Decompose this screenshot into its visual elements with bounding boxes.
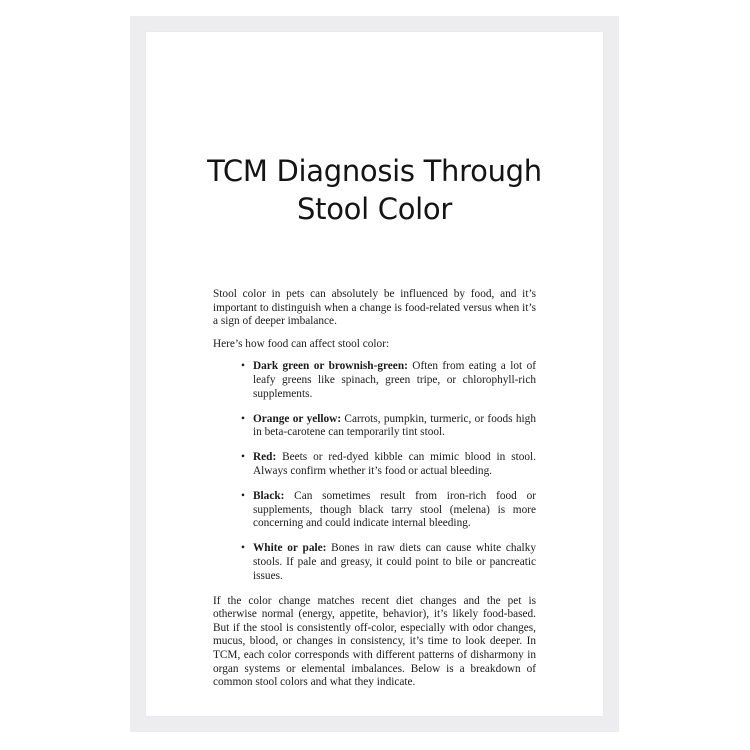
- list-item: [253, 360, 536, 401]
- intro-paragraph: Stool color in pets can absolutely be influenced by food, and it’s important to distinguish when a change is food-related versus when it’s a sign of deeper imbalance.: [213, 288, 536, 328]
- list-item-label: Red:: [253, 451, 277, 464]
- list-item-text: Can sometimes result from iron-rich food or supplements, though black tarry stool (melena) is more concerning and could indicate internal bleeding.: [253, 490, 536, 530]
- document-page: [146, 32, 603, 716]
- list-item: [253, 542, 536, 583]
- title-line-1: TCM Diagnosis Through: [207, 154, 542, 188]
- closing-paragraph: If the color change matches recent diet changes and the pet is otherwise normal (energy, appetite, behavior), it’s likely food-based. But if the stool is consistently off-color, especially with odor changes, mucus, blood, or changes in consistency, it’s time to look deeper. In TCM, each color corresponds with different patterns of disharmony in organ systems or elemental imbalances. Below is a breakdown of common stool colors and what they indicate.: [213, 594, 536, 689]
- list-item: [253, 413, 536, 440]
- list-item: [253, 451, 536, 478]
- list-item-text: Beets or red-dyed kibble can mimic blood in stool. Always confirm whether it’s food or actual bleeding.: [253, 451, 536, 477]
- food-color-list: [213, 360, 536, 583]
- document-body: [213, 288, 536, 699]
- list-item-text: Carrots, pumpkin, turmeric, or foods high in beta-carotene can temporarily tint stool.: [253, 412, 536, 439]
- list-item-text: Bones in raw diets can cause white chalky stools. If pale and greasy, it could point to bile or pancreatic issues.: [253, 542, 536, 582]
- list-intro: Here’s how food can affect stool color:: [213, 337, 390, 350]
- list-item-label: Dark green or brownish-green:: [253, 360, 408, 373]
- list-item-label: Orange or yellow:: [253, 412, 342, 425]
- list-item: [253, 490, 536, 531]
- list-item-label: Black:: [253, 490, 285, 503]
- list-item-text: Often from eating a lot of leafy greens like spinach, green tripe, or chlorophyll-rich supplements.: [253, 360, 536, 400]
- title-line-2: Stool Color: [297, 192, 452, 226]
- list-item-label: White or pale:: [253, 542, 327, 555]
- page-title: [146, 152, 603, 228]
